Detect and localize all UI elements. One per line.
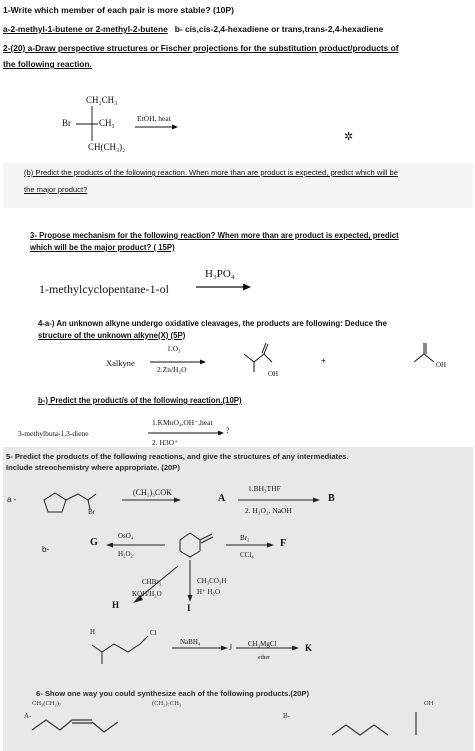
q5b-g: G bbox=[90, 537, 98, 548]
q5a-reagent2-top: 1.BH₃THF bbox=[248, 484, 281, 493]
q4-oh-1: OH bbox=[268, 370, 279, 378]
q4-oh-2: OH bbox=[436, 361, 447, 369]
q5a-reagent2-bottom: 2. H₂O₂, NaOH bbox=[245, 506, 292, 515]
q5b-f: F bbox=[280, 538, 287, 549]
q5c-ch3mgcl: CH₃MgCl bbox=[248, 640, 277, 648]
q4b-reactant: 3-methylbuta-1,3-diene bbox=[18, 429, 89, 438]
q5a-intermediate: A bbox=[218, 493, 226, 504]
q5b-ccl4: CCl₄ bbox=[240, 551, 254, 559]
fischer-left: Br bbox=[62, 118, 71, 128]
q5c-nabh4: NaBH₄ bbox=[180, 638, 201, 646]
question-4a-title-line2: structure of the unknown alkyne(X) (5P) bbox=[38, 331, 186, 340]
q6-label-a1: CH₃(CH₂)₇ bbox=[32, 700, 62, 707]
question-5-title: 5- Predict the products of the following reactions, and give the structures of any intermediates. bbox=[6, 452, 349, 461]
q4-reactant: Xalkyne bbox=[106, 358, 135, 368]
q5c-k: K bbox=[305, 643, 313, 653]
option-b: b- cis,cis-2,4-hexadiene or trans,trans-2,4-hexadiene bbox=[174, 24, 384, 34]
q5b-ch3co3h: CH₃CO₃H bbox=[197, 577, 227, 585]
fischer-top: CH₂CH₃ bbox=[86, 95, 118, 105]
question-3-title: 3- Propose mechanism for the following reaction? When more than are product is expected, predict bbox=[30, 231, 399, 240]
q5c-h: H bbox=[90, 628, 96, 636]
q4b-reagent-bottom: 2. H3O⁺ bbox=[152, 438, 179, 447]
sparkle-icon: ✲ bbox=[344, 131, 354, 143]
q4b-product: ? bbox=[226, 426, 230, 435]
q5b-h2o2: H₂O₂ bbox=[118, 550, 133, 558]
q3-reagent: H₃PO₄ bbox=[205, 268, 235, 280]
q4-reagent-top: 1.O₃ bbox=[167, 344, 181, 353]
fischer-bottom: CH(CH₃)₂ bbox=[88, 142, 126, 152]
q4b-reagent-top: 1.KMnO₄,OH⁻,heat bbox=[152, 418, 213, 427]
q3-reactant: 1-methylcyclopentane-1-ol bbox=[39, 282, 169, 296]
q5b-br2: Br₂ bbox=[240, 534, 250, 542]
q6-label-a2: (CH₂)₇CH₃ bbox=[152, 700, 182, 707]
fischer-reagent: EtOH, heat bbox=[137, 114, 171, 123]
q6-oh: OH bbox=[424, 700, 434, 707]
q5c-cl: Cl bbox=[150, 629, 157, 637]
q5b-koh: KOH/H₂O bbox=[132, 590, 162, 598]
q5b-i: I bbox=[187, 603, 191, 613]
question-6-title: 6- Show one way you could synthesize each of the following products.(20P) bbox=[36, 689, 309, 698]
q5c-j: J bbox=[229, 643, 233, 652]
question-4b-title: b-) Predict the product/s of the following reaction.(10P) bbox=[38, 396, 242, 405]
question-4a-title: 4-a-) An unknown alkyne undergo oxidative cleavages, the products are following: Deduce the bbox=[38, 319, 387, 328]
option-a: a-2-methyl-1-butene or 2-methyl-2-butene bbox=[3, 24, 168, 34]
q5b-label: b- bbox=[42, 545, 50, 554]
question-1-title: 1-Write which member of each pair is more stable? (10P) bbox=[3, 5, 234, 15]
q6-a-label: A- bbox=[24, 712, 32, 720]
question-2b-text: (b) Predict the products of the following reaction. When more than are product is expected, predict which will be bbox=[24, 168, 398, 177]
q5b-h-h2o: H⁺ H₂O bbox=[197, 588, 221, 596]
question-2-title-line2: the following reaction. bbox=[3, 59, 92, 69]
q5a-label: a - bbox=[7, 495, 17, 504]
question-2b-text-line2: the major product? bbox=[24, 185, 88, 194]
q5a-reagent: (CH₃)₃COK bbox=[133, 488, 172, 497]
question-2-title: 2-(20) a-Draw perspective structures or Fischer projections for the substitution product/products of bbox=[3, 43, 399, 53]
q5a-product: B bbox=[328, 493, 335, 504]
q5b-chbr3: CHBr₃ bbox=[142, 578, 162, 586]
q5a-br: Br bbox=[88, 508, 95, 516]
q5b-h: H bbox=[112, 600, 120, 610]
q5c-ether: ether bbox=[258, 655, 270, 661]
question-5-title-line2: Include streochemistry where appropriate. (20P) bbox=[6, 463, 180, 472]
question-3-title-line2: which will be the major product? ( 15P) bbox=[30, 243, 175, 252]
q5b-oso4: OsO₄ bbox=[118, 532, 134, 540]
q4-plus: + bbox=[321, 356, 326, 365]
q4-reagent-bottom: 2.Zn/H₂O bbox=[157, 365, 187, 374]
fischer-right: CH₃ bbox=[99, 118, 115, 128]
q6-b-label: B- bbox=[283, 712, 290, 720]
